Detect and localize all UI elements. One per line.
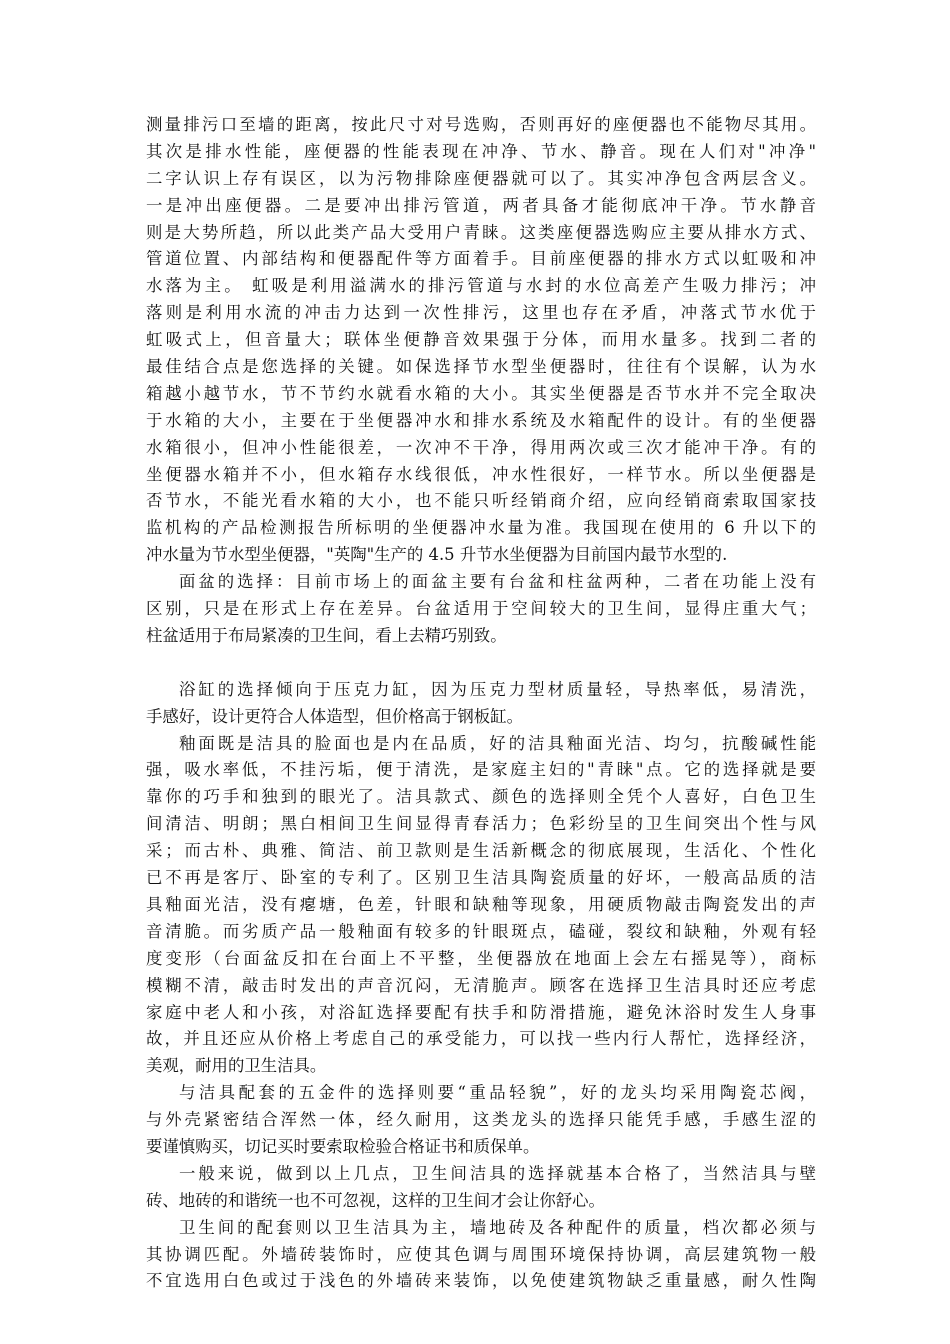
text-line: 监机构的产品检测报告所标明的坐便器冲水量为准。我国现在使用的 6 升以下的 bbox=[146, 518, 816, 538]
text-line: 水箱很小，但冲小性能很差，一次冲不干净，得用两次或三次才能冲干净。有的 bbox=[146, 437, 816, 457]
text-line: 区别，只是在形式上存在差异。台盆适用于空间较大的卫生间，显得庄重大气； bbox=[146, 599, 816, 619]
text-line: 柱盆适用于布局紧凑的卫生间，看上去精巧别致。 bbox=[146, 625, 507, 645]
paragraph bbox=[146, 1161, 816, 1215]
text-line: 虹吸式上，但音量大；联体坐便静音效果强于分体，而用水量多。找到二者的 bbox=[146, 330, 816, 350]
paragraph bbox=[146, 1080, 816, 1161]
text-line: 于水箱的大小，主要在于坐便器冲水和排水系统及水箱配件的设计。有的坐便器 bbox=[146, 410, 816, 430]
text-line: 手感好，设计更符合人体造型，但价格高于钢板缸。 bbox=[146, 706, 523, 726]
text-line: 已不再是客厅、卧室的专利了。区别卫生洁具陶瓷质量的好坏，一般高品质的洁 bbox=[146, 868, 816, 888]
text-line: 不宜选用白色或过于浅色的外墙砖来装饰，以免使建筑物缺乏重量感，耐久性陶 bbox=[146, 1271, 816, 1291]
text-line: 最佳结合点是您选择的关键。如保选择节水型坐便器时，往往有个误解，认为水 bbox=[146, 357, 816, 377]
text-line: 其协调匹配。外墙砖装饰时，应使其色调与周围环境保持协调，高层建筑物一般 bbox=[146, 1244, 816, 1264]
text-line: 与洁具配套的五金件的选择则要“重品轻貌”，好的龙头均采用陶瓷芯阀， bbox=[179, 1083, 816, 1103]
text-line: 美观，耐用的卫生洁具。 bbox=[146, 1056, 327, 1076]
paragraph bbox=[146, 731, 816, 1081]
text-line: 靠你的巧手和独到的眼光了。洁具款式、颜色的选择则全凭个人喜好，白色卫生 bbox=[146, 787, 816, 807]
paragraph bbox=[146, 112, 816, 569]
text-line: 强，吸水率低，不挂污垢，便于清洗，是家庭主妇的"青睐"点。它的选择就是要 bbox=[146, 760, 816, 780]
text-line: 一般来说，做到以上几点，卫生间洁具的选择就基本合格了，当然洁具与壁 bbox=[179, 1163, 816, 1183]
text-line: 管道位置、内部结构和便器配件等方面着手。目前座便器的排水方式以虹吸和冲 bbox=[146, 249, 816, 269]
text-line: 音清脆。而劣质产品一般釉面有较多的针眼斑点，磕碰，裂纹和缺釉，外观有轻 bbox=[146, 921, 816, 941]
text-line: 否节水，不能光看水箱的大小，也不能只听经销商介绍，应向经销商索取国家技 bbox=[146, 491, 816, 511]
blank-line bbox=[146, 650, 816, 677]
text-line: 则是大势所趋，所以此类产品大受用户青睐。这类座便器选购应主要从排水方式、 bbox=[146, 222, 816, 242]
text-line: 砖、地砖的和谐统一也不可忽视，这样的卫生间才会让你舒心。 bbox=[146, 1190, 605, 1210]
text-line: 测量排污口至墙的距离，按此尺寸对号选购，否则再好的座便器也不能物尽其用。 bbox=[146, 115, 816, 134]
text-line: 釉面既是洁具的脸面也是内在品质，好的洁具釉面光洁、均匀，抗酸碱性能 bbox=[179, 733, 816, 753]
text-line: 二字认识上存有误区，以为污物排除座便器就可以了。其实冲净包含两层含义。 bbox=[146, 168, 816, 188]
text-line: 要谨慎购买，切记买时要索取检验合格证书和质保单。 bbox=[146, 1136, 540, 1156]
text-line: 具釉面光洁，没有瘪塘，色差，针眼和缺釉等现象，用硬质物敲击陶瓷发出的声 bbox=[146, 894, 816, 914]
text-line: 水落为主。 虹吸是利用溢满水的排污管道与水封的水位高差产生吸力排污；冲 bbox=[146, 276, 816, 296]
text-line: 卫生间的配套则以卫生洁具为主，墙地砖及各种配件的质量，档次都必须与 bbox=[179, 1217, 816, 1237]
text-line: 采；而古朴、典雅、简洁、前卫款则是生活新概念的彻底展现，生活化、个性化 bbox=[146, 841, 816, 861]
text-line: 浴缸的选择倾向于压克力缸，因为压克力型材质量轻，导热率低，易清洗， bbox=[179, 679, 816, 699]
text-line: 与外壳紧密结合浑然一体，经久耐用，这类龙头的选择只能凭手感，手感生涩的 bbox=[146, 1110, 816, 1130]
text-line: 一是冲出座便器。二是要冲出排污管道，两者具备才能彻底冲干净。节水静音 bbox=[146, 195, 816, 215]
text-line: 模糊不清，敲击时发出的声音沉闷，无清脆声。顾客在选择卫生洁具时还应考虑 bbox=[146, 975, 816, 995]
text-line: 度变形（台面盆反扣在台面上不平整，坐便器放在地面上会左右摇晃等），商标 bbox=[146, 948, 816, 968]
text-line: 家庭中老人和小孩，对浴缸选择要配有扶手和防滑措施，避免沐浴时发生人身事 bbox=[146, 1002, 816, 1022]
text-line: 落则是利用水流的冲击力达到一次性排污，这里也存在矛盾，冲落式节水优于 bbox=[146, 303, 816, 323]
text-line: 坐便器水箱并不小，但水箱存水线很低，冲水性很好，一样节水。所以坐便器是 bbox=[146, 464, 816, 484]
text-line: 箱越小越节水，节不节约水就看水箱的大小。其实坐便器是否节水并不完全取决 bbox=[146, 383, 816, 403]
document-page bbox=[146, 112, 816, 1295]
paragraph bbox=[146, 1215, 816, 1296]
paragraph bbox=[146, 569, 816, 650]
text-line: 间清洁、明朗；黑白相间卫生间显得青春活力；色彩纷呈的卫生间突出个性与风 bbox=[146, 814, 816, 834]
text-line: 冲水量为节水型坐便器，"英陶"生产的 4.5 升节水坐便器为目前国内最节水型的. bbox=[146, 545, 728, 565]
text-line: 故，并且还应从价格上考虑自己的承受能力，可以找一些内行人帮忙，选择经济， bbox=[146, 1029, 816, 1049]
paragraph bbox=[146, 677, 816, 731]
text-line: 面盆的选择：目前市场上的面盆主要有台盆和柱盆两种，二者在功能上没有 bbox=[179, 572, 816, 592]
text-line: 其次是排水性能，座便器的性能表现在冲净、节水、静音。现在人们对"冲净" bbox=[146, 141, 816, 161]
